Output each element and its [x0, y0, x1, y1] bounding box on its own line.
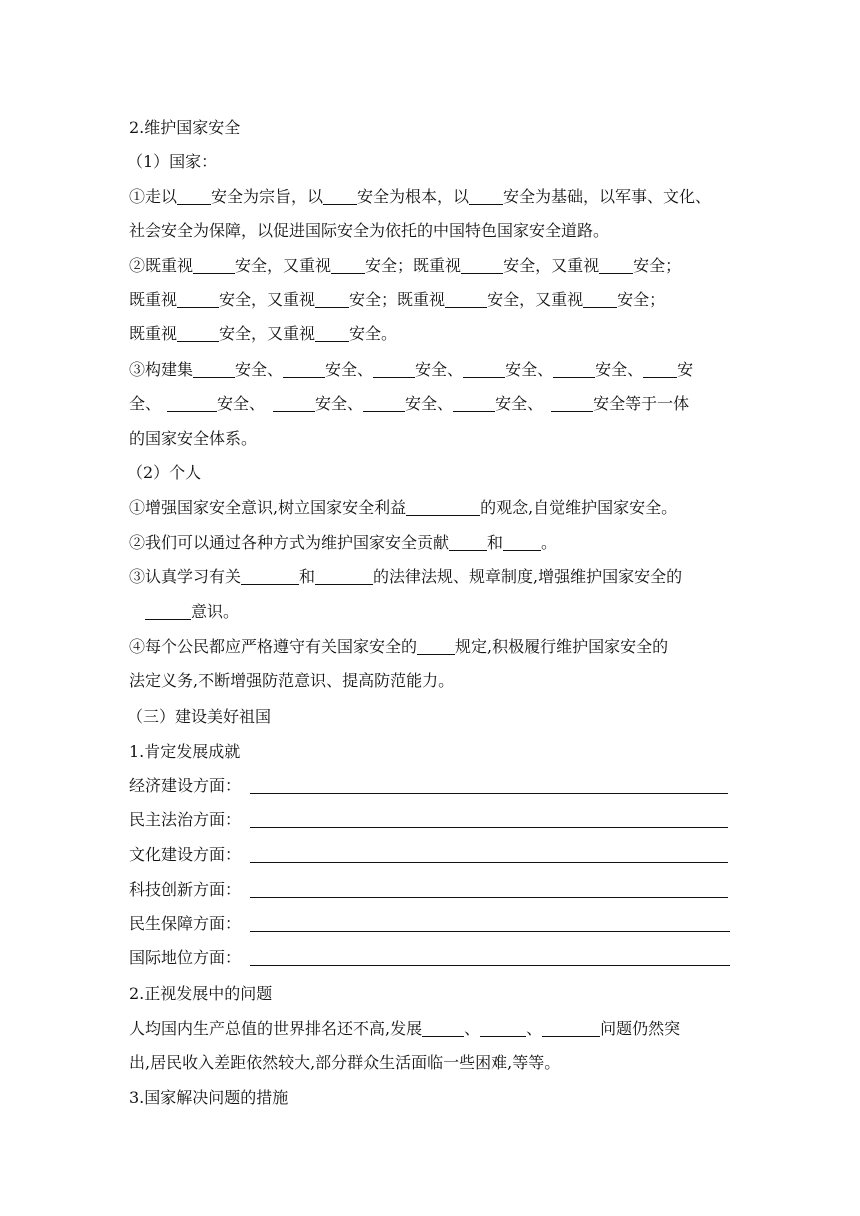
text: ②既重视 — [129, 256, 194, 275]
answer-line-democracy[interactable] — [250, 827, 728, 828]
text: 、 — [526, 1019, 543, 1038]
blank[interactable] — [363, 395, 405, 412]
text: 安全； — [617, 290, 666, 309]
text: 安 — [677, 360, 694, 379]
text: 既重视 — [129, 324, 178, 343]
blank[interactable] — [583, 291, 617, 308]
text: ③认真学习有关 — [129, 567, 242, 586]
paragraph-problems-line2: 出,居民收入差距依然较大,部分群众生活面临一些困难,等等。 — [129, 1053, 561, 1072]
text: 人均国内生产总值的世界排名还不高,发展 — [129, 1019, 423, 1038]
subheading-individual: （2）个人 — [127, 463, 202, 482]
text: 安全、 — [415, 360, 464, 379]
blank[interactable] — [551, 395, 593, 412]
blank[interactable] — [503, 534, 541, 551]
blank[interactable] — [422, 1020, 464, 1037]
text: 安全，又重视 — [487, 290, 584, 309]
text: 意识。 — [191, 602, 240, 621]
blank[interactable] — [480, 1020, 526, 1037]
paragraph-state-2-line2 — [129, 290, 665, 310]
blank[interactable] — [273, 395, 315, 412]
paragraph-state-1 — [129, 187, 711, 207]
text: 的法律法规、规章制度,增强维护国家安全的 — [373, 567, 683, 586]
text: ①增强国家安全意识,树立国家安全利益 — [129, 498, 407, 517]
blank[interactable] — [449, 534, 487, 551]
answer-line-international[interactable] — [250, 965, 730, 966]
heading-face-problems: 2.正视发展中的问题 — [129, 984, 273, 1003]
achievement-economy: 经济建设方面： — [129, 776, 242, 795]
blank[interactable] — [553, 361, 595, 378]
text: 安全，又重视 — [219, 324, 316, 343]
text: 安全、 — [235, 360, 284, 379]
blank[interactable] — [542, 1020, 600, 1037]
text: 既重视 — [129, 290, 178, 309]
text: 、 — [464, 1019, 481, 1038]
text: 规定,积极履行维护国家安全的 — [455, 637, 669, 656]
achievement-international: 国际地位方面： — [129, 948, 242, 967]
text: 安全，又重视 — [219, 290, 316, 309]
text: 安全。 — [349, 324, 398, 343]
paragraph-problems-line1 — [129, 1019, 680, 1039]
blank[interactable] — [145, 603, 191, 620]
answer-line-livelihood[interactable] — [250, 931, 730, 932]
heading-state-measures: 3.国家解决问题的措施 — [129, 1088, 289, 1107]
paragraph-state-2-line1 — [129, 256, 681, 276]
text: 安全、 — [495, 394, 544, 413]
blank[interactable] — [315, 325, 349, 342]
answer-line-economy[interactable] — [250, 793, 728, 794]
text: 安全等于一体 — [593, 394, 690, 413]
blank[interactable] — [177, 291, 219, 308]
text: 安全，又重视 — [235, 256, 332, 275]
blank[interactable] — [315, 568, 373, 585]
blank[interactable] — [373, 361, 415, 378]
blank[interactable] — [461, 257, 503, 274]
paragraph-state-2-line3 — [129, 324, 397, 344]
text: 问题仍然突 — [600, 1019, 681, 1038]
text: 安全、 — [595, 360, 644, 379]
paragraph-individual-3-line1 — [129, 567, 682, 587]
blank[interactable] — [315, 291, 349, 308]
paragraph-state-3-line2 — [129, 394, 689, 414]
paragraph-individual-2 — [129, 533, 557, 553]
paragraph-individual-1 — [129, 498, 677, 518]
blank[interactable] — [193, 361, 235, 378]
blank[interactable] — [599, 257, 633, 274]
blank[interactable] — [283, 361, 325, 378]
blank[interactable] — [331, 257, 365, 274]
paragraph-state-3-line1 — [129, 360, 693, 380]
paragraph-individual-3-line2 — [145, 602, 239, 622]
text: ③构建集 — [129, 360, 194, 379]
text: 安全、 — [405, 394, 454, 413]
text: 既重视 — [397, 290, 446, 309]
text: 安全； — [633, 256, 682, 275]
blank[interactable] — [643, 361, 677, 378]
text: 全、 — [129, 394, 162, 413]
achievement-technology: 科技创新方面： — [129, 880, 242, 899]
achievement-democracy: 民主法治方面： — [129, 810, 242, 829]
blank[interactable] — [177, 325, 219, 342]
blank[interactable] — [417, 638, 455, 655]
text: 既重视 — [413, 256, 462, 275]
text: 安全为宗旨，以 — [211, 187, 324, 206]
text: ②我们可以通过各种方式为维护国家安全贡献 — [129, 533, 450, 552]
text: 安全； — [349, 290, 398, 309]
answer-line-culture[interactable] — [250, 862, 728, 863]
section-heading-maintain-security: 2.维护国家安全 — [129, 118, 241, 137]
blank[interactable] — [241, 568, 299, 585]
text: 安全，又重视 — [503, 256, 600, 275]
blank[interactable] — [167, 395, 217, 412]
blank[interactable] — [463, 361, 505, 378]
paragraph-state-1-line2: 社会安全为保障，以促进国际安全为依托的中国特色国家安全道路。 — [129, 221, 610, 240]
blank[interactable] — [406, 499, 480, 516]
achievement-livelihood: 民生保障方面： — [129, 914, 242, 933]
text: 的观念,自觉维护国家安全。 — [480, 498, 678, 517]
text: 和 — [487, 533, 504, 552]
text: 安全、 — [217, 394, 266, 413]
text: 安全； — [365, 256, 414, 275]
text: 安全、 — [315, 394, 364, 413]
paragraph-individual-4-line1 — [129, 637, 668, 657]
text: 安全、 — [325, 360, 374, 379]
answer-line-technology[interactable] — [250, 897, 728, 898]
text: ①走以 — [129, 187, 178, 206]
text: 安全、 — [505, 360, 554, 379]
blank[interactable] — [177, 188, 211, 205]
text: ④每个公民都应严格遵守有关国家安全的 — [129, 637, 418, 656]
blank[interactable] — [469, 188, 503, 205]
blank[interactable] — [193, 257, 235, 274]
blank[interactable] — [445, 291, 487, 308]
heading-affirm-achievements: 1.肯定发展成就 — [129, 742, 241, 761]
subheading-state: （1）国家： — [127, 152, 218, 171]
section-heading-build-motherland: （三）建设美好祖国 — [127, 707, 272, 726]
blank[interactable] — [453, 395, 495, 412]
text: 。 — [541, 533, 558, 552]
paragraph-state-3-line3: 的国家安全体系。 — [129, 429, 258, 448]
achievement-culture: 文化建设方面： — [129, 845, 242, 864]
text: 安全为根本，以 — [357, 187, 470, 206]
text: 和 — [299, 567, 316, 586]
text: 安全为基础，以军事、文化、 — [503, 187, 712, 206]
paragraph-individual-4-line2: 法定义务,不断增强防范意识、提高防范能力。 — [129, 671, 455, 690]
blank[interactable] — [323, 188, 357, 205]
